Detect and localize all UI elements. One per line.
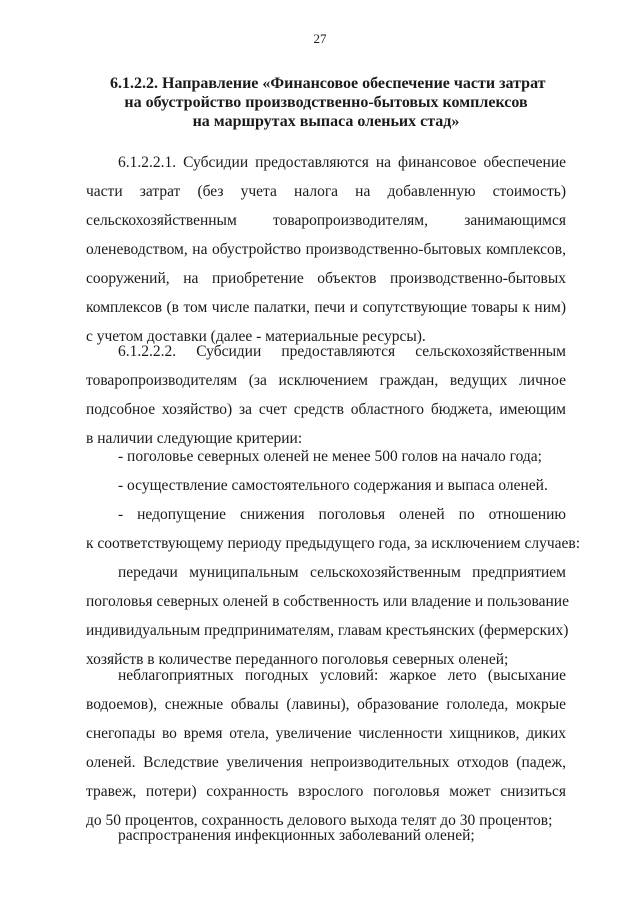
criterion-self-grazing <box>86 471 566 500</box>
text-line: индивидуальным предпринимателям, главам крестьянских (фермерских) <box>86 622 569 639</box>
text-line: водоемов), снежные обвалы (лавины), образование гололеда, мокрые <box>86 696 566 713</box>
text-line: передачи муниципальным сельскохозяйственным предприятием <box>118 564 566 581</box>
paragraph-6-1-2-2-1 <box>86 148 566 351</box>
text-line: оленей. Вследствие увеличения непроизводительных отходов (падеж, <box>86 754 566 771</box>
list-item: - осуществление самостоятельного содержания и выпаса оленей. <box>118 477 548 494</box>
text-line: неблагоприятных погодных условий: жаркое лето (высыхание <box>118 667 566 684</box>
text-line: распространения инфекционных заболеваний оленей; <box>118 827 475 844</box>
text-line: к соответствующему периоду предыдущего года, за исключением случаев: <box>86 535 581 552</box>
criterion-no-decline <box>86 500 581 558</box>
section-heading <box>110 74 546 131</box>
exception-disease <box>86 821 566 850</box>
text-line: в наличии следующие критерии: <box>86 430 303 447</box>
text-line: травеж, потери) сохранность взрослого поголовья может снизиться <box>86 783 566 800</box>
text-line: поголовья северных оленей в собственность или владение и пользование <box>86 593 569 610</box>
criterion-livestock <box>86 442 566 471</box>
list-item: - поголовье северных оленей не менее 500 голов на начало года; <box>118 448 542 465</box>
heading-line: на маршрутах выпаса оленьих стад» <box>192 113 460 130</box>
text-line: товаропроизводителям (за исключением граждан, ведущих личное <box>86 372 566 389</box>
heading-line: на обустройство производственно-бытовых комплексов <box>124 94 528 111</box>
text-line: с учетом доставки (далее - материальные ресурсы). <box>86 328 426 345</box>
text-line: сооружений, на приобретение объектов производственно-бытовых <box>86 270 566 287</box>
text-line: сельскохозяйственным товаропроизводителям, занимающимся <box>86 212 566 229</box>
exception-transfer <box>86 558 569 674</box>
text-line: до 50 процентов, сохранность делового выхода телят до 30 процентов; <box>86 812 553 829</box>
heading-line: 6.1.2.2. Направление «Финансовое обеспечение части затрат <box>110 75 546 92</box>
text-line: комплексов (в том числе палатки, печи и сопутствующие товары к ним) <box>86 299 566 316</box>
text-line: 6.1.2.2.1. Субсидии предоставляются на финансовое обеспечение <box>118 154 566 171</box>
text-line: части затрат (без учета налога на добавленную стоимость) <box>86 183 566 200</box>
page-number: 27 <box>313 31 327 46</box>
text-line: 6.1.2.2.2. Субсидии предоставляются сельскохозяйственным <box>118 343 566 360</box>
text-line: оленеводством, на обустройство производственно-бытовых комплексов, <box>86 241 566 258</box>
text-line: подсобное хозяйство) за счет средств областного бюджета, имеющим <box>86 401 566 418</box>
text-line: хозяйств в количестве переданного поголовья северных оленей; <box>86 651 509 668</box>
text-line: снегопады во время отела, увеличение численности хищников, диких <box>86 725 566 742</box>
paragraph-6-1-2-2-2 <box>86 337 566 453</box>
exception-weather <box>86 661 566 835</box>
list-item: - недопущение снижения поголовья оленей по отношению <box>118 506 566 523</box>
